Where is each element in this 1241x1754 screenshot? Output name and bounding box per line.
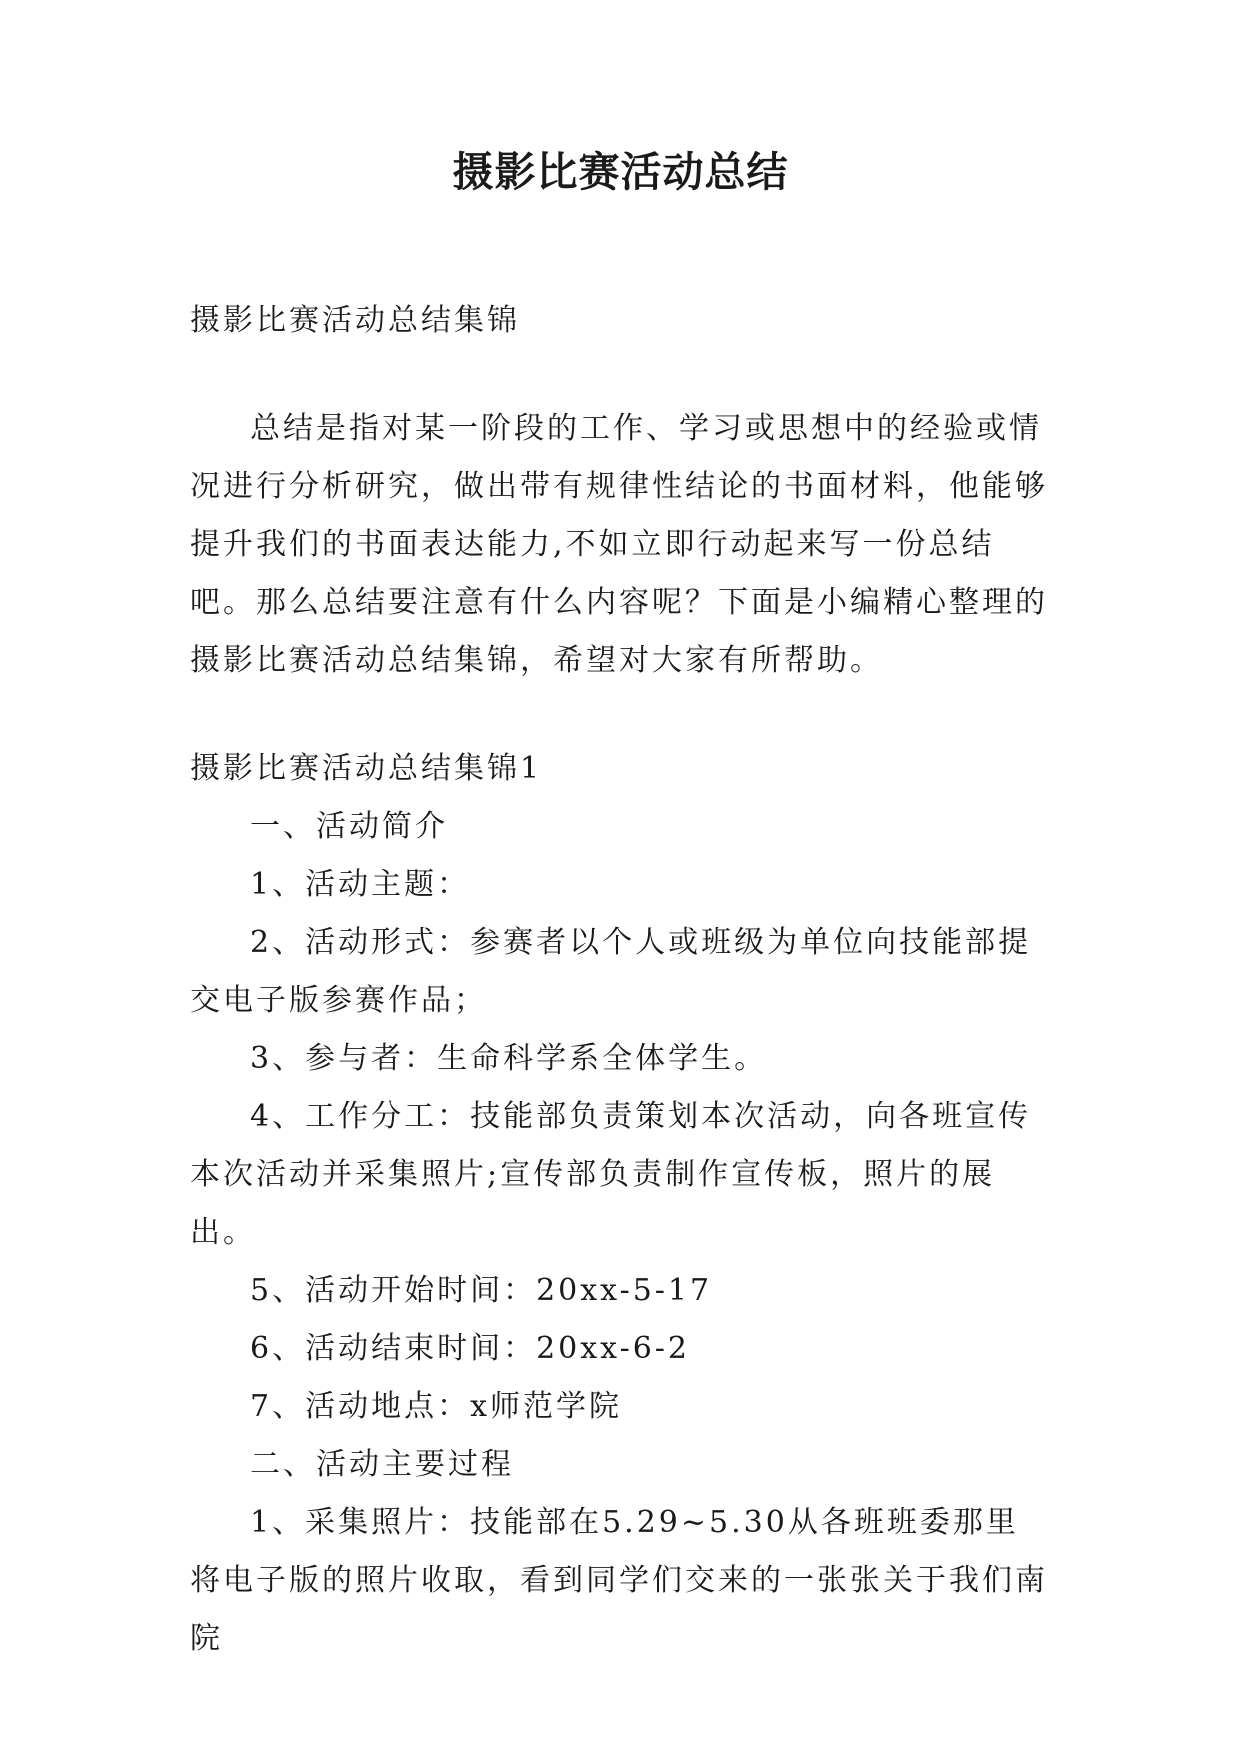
paragraph-activity-intro: 一、活动简介 bbox=[250, 809, 448, 844]
paragraph-division: 4、工作分工：技能部负责策划本次活动，向各班宣传本次活动并采集照片;宣传部负责制作宣传板，照片的展出。 bbox=[190, 1099, 1032, 1250]
section-heading: 摄影比赛活动总结集锦1 bbox=[190, 751, 543, 786]
paragraph-collect-photos: 1、采集照片：技能部在5.29~5.30从各班班委那里将电子版的照片收取，看到同学们交来的一张张关于我们南院 bbox=[190, 1505, 1048, 1656]
intro-paragraph: 总结是指对某一阶段的工作、学习或思想中的经验或情况进行分析研究，做出带有规律性结论的书面材料，他能够提升我们的书面表达能力,不如立即行动起来写一份总结吧。那么总结要注意有什么内容呢？下面是小编精心整理的摄影比赛活动总结集锦，希望对大家有所帮助。 bbox=[190, 411, 1048, 678]
paragraph-start-time: 5、活动开始时间：20xx-5-17 bbox=[250, 1273, 713, 1308]
paragraph-format: 2、活动形式：参赛者以个人或班级为单位向技能部提交电子版参赛作品； bbox=[190, 925, 1032, 1018]
paragraph-main-process: 二、活动主要过程 bbox=[250, 1447, 514, 1482]
paragraph-participants: 3、参与者：生命科学系全体学生。 bbox=[250, 1041, 768, 1076]
paragraph-location: 7、活动地点：x师范学院 bbox=[250, 1389, 623, 1424]
document-body bbox=[190, 292, 1050, 1668]
document-title: 摄影比赛活动总结 bbox=[452, 148, 789, 196]
paragraph-end-time: 6、活动结束时间：20xx-6-2 bbox=[250, 1331, 691, 1366]
paragraph-theme: 1、活动主题： bbox=[250, 867, 471, 902]
subtitle: 摄影比赛活动总结集锦 bbox=[190, 303, 520, 338]
